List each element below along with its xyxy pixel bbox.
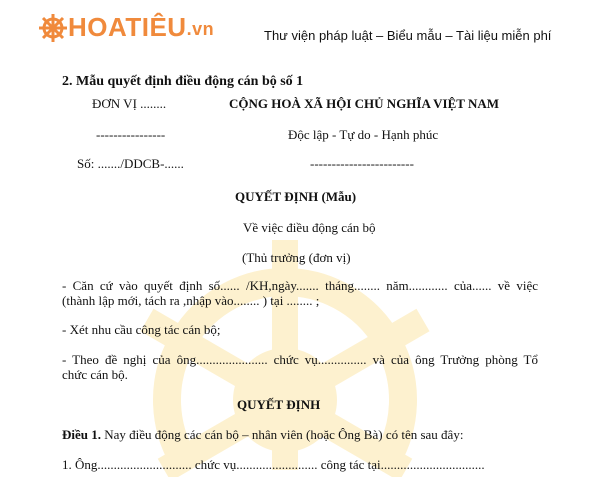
logo-text: HOATIÊU bbox=[68, 12, 187, 42]
document-subject: Về việc điều động cán bộ bbox=[243, 220, 376, 235]
article-1 bbox=[62, 427, 463, 443]
site-tagline: Thư viện pháp luật – Biểu mẫu – Tài liệu miễn phí bbox=[264, 28, 552, 43]
basis-2: - Xét nhu cầu công tác cán bộ; bbox=[62, 322, 221, 337]
document-title: QUYẾT ĐỊNH (Mẫu) bbox=[235, 189, 357, 204]
document-number: Số: ......./DDCB-...... bbox=[77, 156, 184, 171]
nation-heading: CỘNG HOÀ XÃ HỘI CHỦ NGHĨA VIỆT NAM bbox=[229, 96, 500, 111]
section-title: 2. Mẫu quyết định điều động cán bộ số 1 bbox=[62, 74, 304, 89]
motto: Độc lập - Tự do - Hạnh phúc bbox=[288, 127, 439, 142]
article-1-label: Điều 1. bbox=[62, 427, 101, 442]
ship-wheel-logo-icon bbox=[38, 13, 68, 43]
hoatieu-logo[interactable] bbox=[38, 12, 214, 43]
issuing-authority: (Thủ trưởng (đơn vị) bbox=[242, 250, 351, 265]
motto-divider: ------------------------ bbox=[310, 156, 414, 171]
basis-1-line-2: (thành lập mới, tách ra ,nhập vào........ ) tại ........ ; bbox=[62, 293, 320, 308]
unit-name: ĐƠN VỊ ........ bbox=[92, 96, 167, 111]
article-1-text: Nay điều động các cán bộ – nhân viên (hoặc Ông Bà) có tên sau đây: bbox=[101, 427, 464, 442]
basis-1-line-1: - Căn cứ vào quyết định số...... /KH,ngày....... tháng........ năm............ của...... về việc bbox=[62, 278, 538, 293]
article-1-item-1: 1. Ông............................. chức vụ......................... công tác tại................................ bbox=[62, 457, 485, 472]
decision-heading: QUYẾT ĐỊNH bbox=[237, 397, 321, 412]
basis-3-line-1: - Theo đề nghị của ông...................... chức vụ............... và của ông Trưởng phòng Tổ bbox=[62, 352, 538, 367]
unit-divider: ---------------- bbox=[96, 127, 166, 142]
logo-suffix: .vn bbox=[186, 19, 215, 39]
basis-3-line-2: chức cán bộ. bbox=[62, 367, 128, 382]
